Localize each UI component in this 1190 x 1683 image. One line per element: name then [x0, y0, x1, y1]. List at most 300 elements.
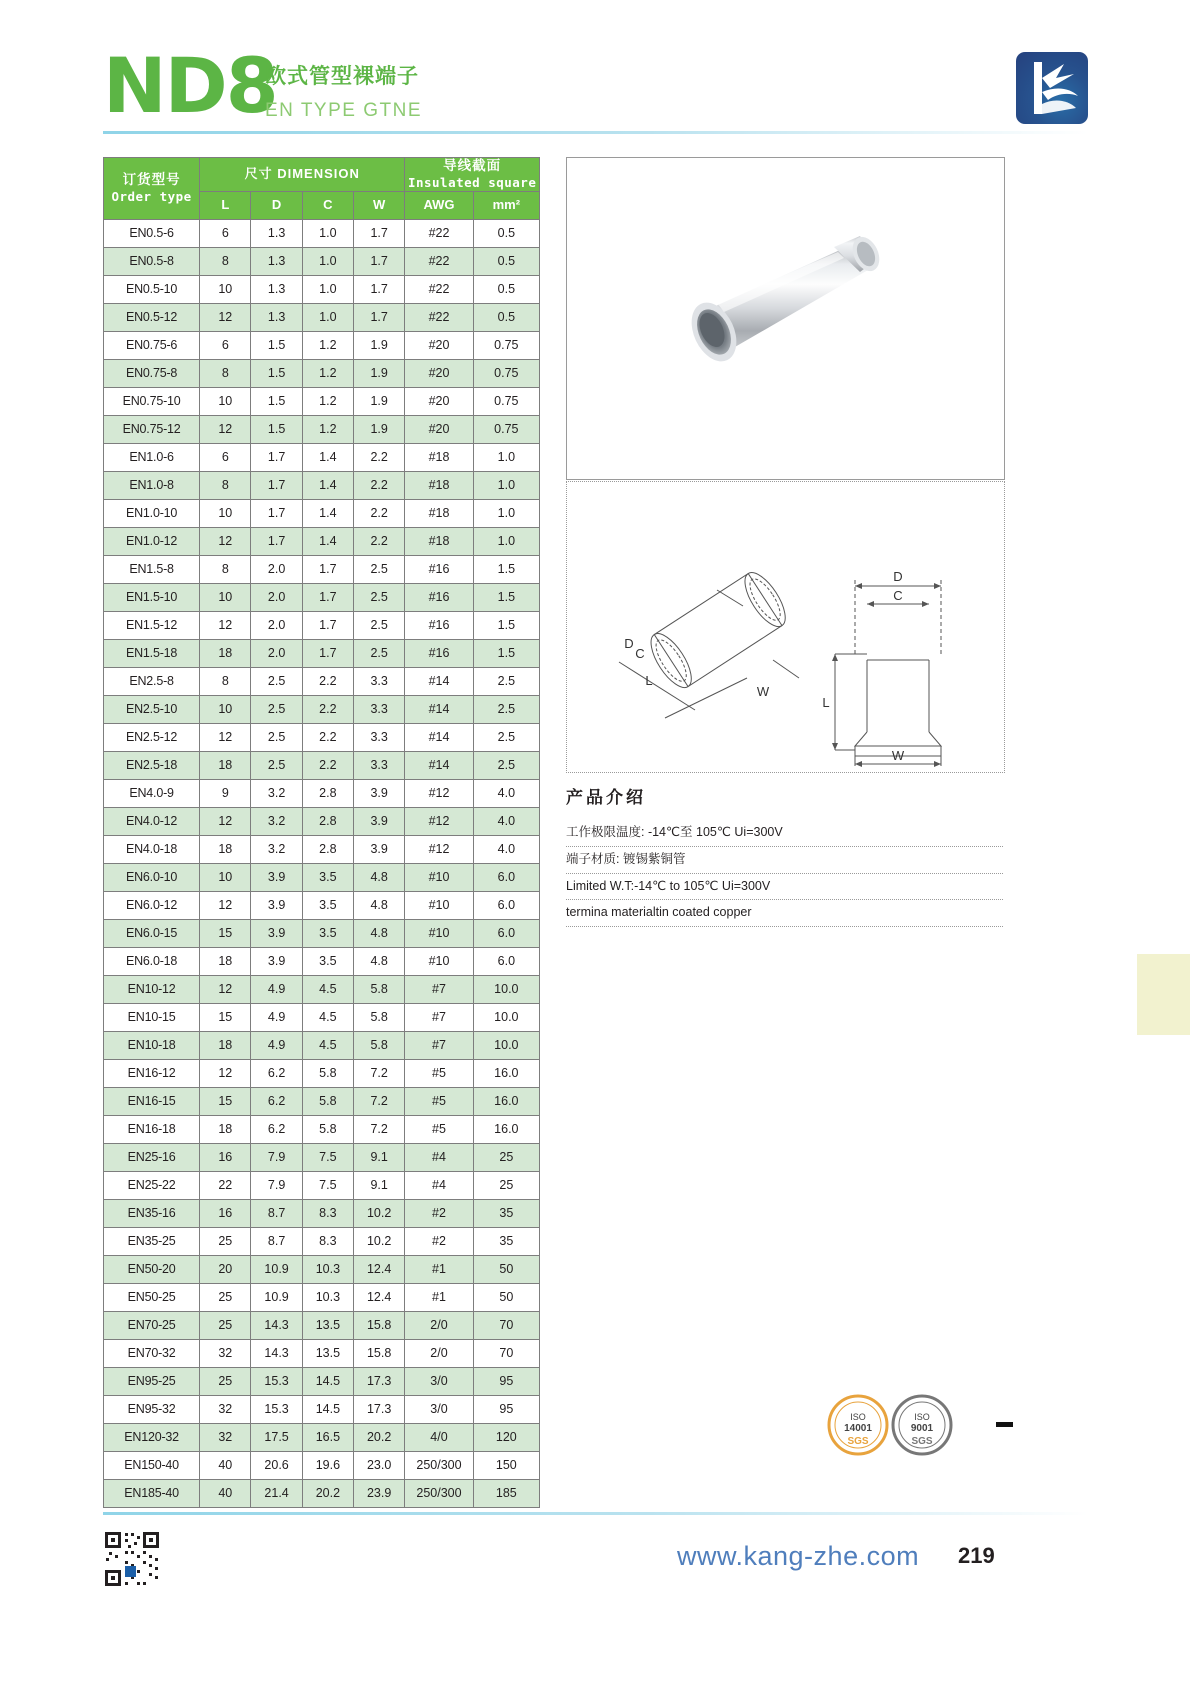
- cell-d: 2.5: [251, 695, 302, 723]
- cell-mm2: 2.5: [473, 695, 539, 723]
- cell-awg: #14: [405, 723, 473, 751]
- cell-w: 2.5: [354, 583, 405, 611]
- cell-l: 12: [200, 527, 251, 555]
- cell-c: 1.4: [302, 443, 353, 471]
- cell-d: 1.7: [251, 499, 302, 527]
- table-row: [104, 583, 540, 611]
- cell-w: 2.5: [354, 639, 405, 667]
- cell-w: 4.8: [354, 891, 405, 919]
- cell-c: 1.4: [302, 499, 353, 527]
- cell-w: 2.2: [354, 527, 405, 555]
- cell-order-type: EN70-32: [104, 1339, 200, 1367]
- intro-line: 工作极限温度: -14℃至 105℃ Ui=300V: [566, 820, 1003, 847]
- cell-c: 1.2: [302, 359, 353, 387]
- header-col-mm2: mm²: [473, 191, 539, 219]
- cell-l: 15: [200, 1087, 251, 1115]
- intro-line: termina materialtin coated copper: [566, 900, 1003, 927]
- cell-awg: #10: [405, 947, 473, 975]
- cell-d: 3.2: [251, 779, 302, 807]
- cell-order-type: EN1.0-6: [104, 443, 200, 471]
- sgs-iso-9001-icon: [891, 1394, 953, 1456]
- header-insulated-square: [405, 158, 540, 192]
- cell-w: 2.2: [354, 499, 405, 527]
- brand-title-cn: 欧式管型裸端子: [265, 65, 419, 88]
- cell-d: 14.3: [251, 1339, 302, 1367]
- table-row: [104, 1255, 540, 1283]
- table-row: [104, 555, 540, 583]
- cell-awg: #18: [405, 527, 473, 555]
- cell-l: 10: [200, 695, 251, 723]
- cell-w: 5.8: [354, 975, 405, 1003]
- cell-order-type: EN1.5-12: [104, 611, 200, 639]
- table-header: [104, 158, 540, 220]
- cell-mm2: 1.5: [473, 611, 539, 639]
- header-col-awg: AWG: [405, 191, 473, 219]
- cell-d: 2.5: [251, 667, 302, 695]
- cell-w: 4.8: [354, 863, 405, 891]
- cell-d: 4.9: [251, 1031, 302, 1059]
- cell-awg: 250/300: [405, 1479, 473, 1507]
- table-row: [104, 1227, 540, 1255]
- cell-order-type: EN16-18: [104, 1115, 200, 1143]
- cell-order-type: EN35-16: [104, 1199, 200, 1227]
- cell-awg: #20: [405, 331, 473, 359]
- cell-d: 1.5: [251, 359, 302, 387]
- cell-c: 1.0: [302, 275, 353, 303]
- table-row: [104, 807, 540, 835]
- cell-l: 18: [200, 835, 251, 863]
- cell-d: 1.5: [251, 415, 302, 443]
- cell-mm2: 1.0: [473, 499, 539, 527]
- table-row: [104, 919, 540, 947]
- cell-mm2: 50: [473, 1283, 539, 1311]
- table-row: [104, 1339, 540, 1367]
- cell-order-type: EN1.0-10: [104, 499, 200, 527]
- cell-w: 3.3: [354, 667, 405, 695]
- cell-awg: #22: [405, 303, 473, 331]
- cell-l: 25: [200, 1367, 251, 1395]
- header-order-type: [104, 158, 200, 220]
- product-intro-list: [566, 820, 1003, 927]
- cell-l: 8: [200, 555, 251, 583]
- cell-c: 8.3: [302, 1227, 353, 1255]
- cell-d: 3.2: [251, 807, 302, 835]
- cell-d: 6.2: [251, 1115, 302, 1143]
- cell-mm2: 185: [473, 1479, 539, 1507]
- cell-awg: 4/0: [405, 1423, 473, 1451]
- cell-order-type: EN2.5-12: [104, 723, 200, 751]
- cell-mm2: 25: [473, 1171, 539, 1199]
- cell-w: 10.2: [354, 1199, 405, 1227]
- cell-w: 17.3: [354, 1395, 405, 1423]
- cell-w: 10.2: [354, 1227, 405, 1255]
- cell-c: 14.5: [302, 1395, 353, 1423]
- cell-l: 12: [200, 891, 251, 919]
- cell-mm2: 6.0: [473, 919, 539, 947]
- cell-order-type: EN10-12: [104, 975, 200, 1003]
- cell-c: 1.4: [302, 471, 353, 499]
- cell-l: 25: [200, 1283, 251, 1311]
- cell-w: 1.9: [354, 331, 405, 359]
- cell-mm2: 0.5: [473, 247, 539, 275]
- cell-mm2: 0.75: [473, 387, 539, 415]
- cell-mm2: 25: [473, 1143, 539, 1171]
- cell-l: 9: [200, 779, 251, 807]
- table-row: [104, 863, 540, 891]
- cell-w: 2.2: [354, 471, 405, 499]
- specification-table: [103, 157, 540, 1508]
- cell-c: 5.8: [302, 1087, 353, 1115]
- table-row: [104, 695, 540, 723]
- cell-order-type: EN10-18: [104, 1031, 200, 1059]
- header-divider: [103, 131, 1088, 134]
- cell-mm2: 35: [473, 1227, 539, 1255]
- table-row: [104, 275, 540, 303]
- cell-w: 3.9: [354, 807, 405, 835]
- cell-w: 1.9: [354, 415, 405, 443]
- cell-mm2: 2.5: [473, 751, 539, 779]
- cell-l: 15: [200, 919, 251, 947]
- cell-mm2: 0.75: [473, 331, 539, 359]
- cell-c: 10.3: [302, 1255, 353, 1283]
- cell-w: 12.4: [354, 1283, 405, 1311]
- table-row: [104, 527, 540, 555]
- cell-l: 22: [200, 1171, 251, 1199]
- cell-awg: #5: [405, 1087, 473, 1115]
- cell-l: 10: [200, 583, 251, 611]
- cell-c: 1.0: [302, 303, 353, 331]
- cell-c: 1.7: [302, 555, 353, 583]
- cell-awg: #10: [405, 891, 473, 919]
- cell-d: 3.9: [251, 891, 302, 919]
- cell-order-type: EN95-25: [104, 1367, 200, 1395]
- cell-c: 1.0: [302, 247, 353, 275]
- svg-text:ISO: ISO: [914, 1412, 930, 1422]
- cell-d: 2.0: [251, 639, 302, 667]
- cell-d: 1.7: [251, 527, 302, 555]
- cell-order-type: EN16-12: [104, 1059, 200, 1087]
- cell-c: 2.2: [302, 667, 353, 695]
- cell-w: 1.7: [354, 247, 405, 275]
- cell-awg: #10: [405, 863, 473, 891]
- cell-mm2: 16.0: [473, 1115, 539, 1143]
- cell-mm2: 0.5: [473, 219, 539, 247]
- cell-order-type: EN0.75-10: [104, 387, 200, 415]
- cell-awg: #18: [405, 443, 473, 471]
- cell-l: 10: [200, 863, 251, 891]
- cell-c: 1.4: [302, 527, 353, 555]
- cell-l: 16: [200, 1143, 251, 1171]
- page-side-tab: [1137, 954, 1190, 1035]
- cell-d: 3.2: [251, 835, 302, 863]
- cell-order-type: EN0.75-6: [104, 331, 200, 359]
- cell-mm2: 0.5: [473, 303, 539, 331]
- table-row: [104, 667, 540, 695]
- cell-d: 7.9: [251, 1143, 302, 1171]
- cell-mm2: 1.0: [473, 527, 539, 555]
- cell-awg: #2: [405, 1227, 473, 1255]
- cell-l: 12: [200, 611, 251, 639]
- table-row: [104, 975, 540, 1003]
- header-col-d: D: [251, 191, 302, 219]
- cell-awg: #7: [405, 1003, 473, 1031]
- cell-l: 8: [200, 247, 251, 275]
- cell-l: 12: [200, 303, 251, 331]
- cell-w: 1.7: [354, 275, 405, 303]
- cell-awg: #16: [405, 555, 473, 583]
- product-intro-title: 产品介绍: [566, 788, 646, 807]
- cell-c: 13.5: [302, 1311, 353, 1339]
- cell-awg: 2/0: [405, 1339, 473, 1367]
- cell-w: 15.8: [354, 1339, 405, 1367]
- cell-order-type: EN1.5-10: [104, 583, 200, 611]
- table-body: [104, 219, 540, 1507]
- cell-w: 7.2: [354, 1087, 405, 1115]
- drawing-label-c-iso: C: [635, 646, 645, 661]
- cell-w: 23.0: [354, 1451, 405, 1479]
- cell-mm2: 70: [473, 1339, 539, 1367]
- cell-d: 10.9: [251, 1283, 302, 1311]
- cell-c: 13.5: [302, 1339, 353, 1367]
- cell-l: 6: [200, 443, 251, 471]
- cell-c: 2.2: [302, 723, 353, 751]
- cell-c: 7.5: [302, 1143, 353, 1171]
- cell-awg: #18: [405, 471, 473, 499]
- cell-order-type: EN0.5-10: [104, 275, 200, 303]
- cell-c: 10.3: [302, 1283, 353, 1311]
- cell-l: 18: [200, 1115, 251, 1143]
- cell-awg: #7: [405, 975, 473, 1003]
- website-url[interactable]: www.kang-zhe.com: [677, 1541, 920, 1571]
- cell-w: 7.2: [354, 1059, 405, 1087]
- cell-c: 4.5: [302, 975, 353, 1003]
- cell-order-type: EN16-15: [104, 1087, 200, 1115]
- cell-w: 1.7: [354, 219, 405, 247]
- table-row: [104, 1087, 540, 1115]
- cell-mm2: 35: [473, 1199, 539, 1227]
- brand-title-en: EN TYPE GTNE: [265, 100, 423, 121]
- cell-mm2: 120: [473, 1423, 539, 1451]
- cell-l: 10: [200, 387, 251, 415]
- cell-w: 17.3: [354, 1367, 405, 1395]
- cell-order-type: EN50-20: [104, 1255, 200, 1283]
- table-row: [104, 1479, 540, 1507]
- drawing-label-w-iso: W: [756, 684, 770, 699]
- cell-l: 8: [200, 359, 251, 387]
- cell-w: 7.2: [354, 1115, 405, 1143]
- header-dimension: 尺寸 DIMENSION: [200, 158, 405, 192]
- cell-c: 2.8: [302, 835, 353, 863]
- cell-l: 32: [200, 1339, 251, 1367]
- header-col-l: L: [200, 191, 251, 219]
- cell-mm2: 16.0: [473, 1059, 539, 1087]
- table-row: [104, 1199, 540, 1227]
- cell-l: 12: [200, 723, 251, 751]
- cell-order-type: EN6.0-15: [104, 919, 200, 947]
- cell-w: 1.9: [354, 387, 405, 415]
- cell-awg: #14: [405, 751, 473, 779]
- intro-line: Limited W.T:-14℃ to 105℃ Ui=300V: [566, 874, 1003, 901]
- cell-order-type: EN0.5-8: [104, 247, 200, 275]
- cell-c: 7.5: [302, 1171, 353, 1199]
- cell-order-type: EN185-40: [104, 1479, 200, 1507]
- cell-order-type: EN25-16: [104, 1143, 200, 1171]
- cell-d: 3.9: [251, 947, 302, 975]
- cell-c: 1.2: [302, 415, 353, 443]
- cell-d: 7.9: [251, 1171, 302, 1199]
- cell-awg: #12: [405, 835, 473, 863]
- drawing-label-l-front: L: [822, 695, 830, 710]
- cell-awg: 3/0: [405, 1367, 473, 1395]
- cell-mm2: 16.0: [473, 1087, 539, 1115]
- table-row: [104, 1003, 540, 1031]
- cell-w: 12.4: [354, 1255, 405, 1283]
- header-insulated-cn: 导线截面: [443, 158, 502, 173]
- cell-mm2: 10.0: [473, 1003, 539, 1031]
- cell-l: 25: [200, 1227, 251, 1255]
- intro-line: 端子材质: 镀锡紫铜管: [566, 847, 1003, 874]
- cell-d: 8.7: [251, 1199, 302, 1227]
- cell-d: 1.3: [251, 303, 302, 331]
- kangzhe-logo-icon: [1016, 52, 1088, 124]
- cell-order-type: EN6.0-12: [104, 891, 200, 919]
- cell-l: 15: [200, 1003, 251, 1031]
- cell-c: 16.5: [302, 1423, 353, 1451]
- table-row: [104, 1311, 540, 1339]
- table-header-row-1: [104, 158, 540, 192]
- cell-w: 9.1: [354, 1143, 405, 1171]
- table-row: [104, 471, 540, 499]
- sgs-iso-14001-icon: [827, 1394, 889, 1456]
- cell-c: 8.3: [302, 1199, 353, 1227]
- cell-c: 5.8: [302, 1115, 353, 1143]
- cell-mm2: 6.0: [473, 891, 539, 919]
- table-row: [104, 499, 540, 527]
- drawing-label-l-iso: L: [645, 673, 653, 688]
- cell-awg: #16: [405, 611, 473, 639]
- cell-awg: #5: [405, 1059, 473, 1087]
- table-row: [104, 1367, 540, 1395]
- svg-text:SGS: SGS: [911, 1436, 933, 1447]
- svg-text:ISO: ISO: [850, 1412, 866, 1422]
- cell-l: 18: [200, 947, 251, 975]
- table-row: [104, 1423, 540, 1451]
- cell-c: 5.8: [302, 1059, 353, 1087]
- cell-d: 10.9: [251, 1255, 302, 1283]
- drawing-label-c-front: C: [893, 588, 903, 603]
- cell-l: 10: [200, 275, 251, 303]
- cell-mm2: 95: [473, 1367, 539, 1395]
- cell-order-type: EN1.5-18: [104, 639, 200, 667]
- svg-text:9001: 9001: [910, 1423, 934, 1434]
- cell-d: 6.2: [251, 1087, 302, 1115]
- cell-order-type: EN70-25: [104, 1311, 200, 1339]
- cell-awg: #4: [405, 1143, 473, 1171]
- cell-d: 1.3: [251, 219, 302, 247]
- cell-l: 18: [200, 639, 251, 667]
- cell-awg: #14: [405, 667, 473, 695]
- cell-mm2: 4.0: [473, 779, 539, 807]
- cell-l: 32: [200, 1423, 251, 1451]
- cell-order-type: EN120-32: [104, 1423, 200, 1451]
- cell-c: 4.5: [302, 1031, 353, 1059]
- table-row: [104, 1143, 540, 1171]
- cell-c: 1.7: [302, 583, 353, 611]
- cell-mm2: 1.5: [473, 555, 539, 583]
- cell-order-type: EN2.5-18: [104, 751, 200, 779]
- cell-awg: 250/300: [405, 1451, 473, 1479]
- cell-order-type: EN4.0-9: [104, 779, 200, 807]
- cell-mm2: 0.75: [473, 359, 539, 387]
- cell-c: 1.2: [302, 331, 353, 359]
- cell-mm2: 2.5: [473, 723, 539, 751]
- table-row: [104, 835, 540, 863]
- cell-l: 18: [200, 751, 251, 779]
- cell-mm2: 150: [473, 1451, 539, 1479]
- technical-drawing-panel: [566, 481, 1005, 773]
- cell-order-type: EN0.75-8: [104, 359, 200, 387]
- table-row: [104, 1451, 540, 1479]
- cell-mm2: 95: [473, 1395, 539, 1423]
- cell-order-type: EN1.5-8: [104, 555, 200, 583]
- table-row: [104, 1031, 540, 1059]
- cell-d: 2.0: [251, 583, 302, 611]
- cell-w: 23.9: [354, 1479, 405, 1507]
- cell-d: 2.5: [251, 751, 302, 779]
- cell-l: 10: [200, 499, 251, 527]
- cell-mm2: 10.0: [473, 1031, 539, 1059]
- cell-awg: #14: [405, 695, 473, 723]
- table-row: [104, 751, 540, 779]
- cell-w: 20.2: [354, 1423, 405, 1451]
- cell-c: 14.5: [302, 1367, 353, 1395]
- cell-c: 1.2: [302, 387, 353, 415]
- cell-order-type: EN0.75-12: [104, 415, 200, 443]
- cell-mm2: 10.0: [473, 975, 539, 1003]
- table-row: [104, 1059, 540, 1087]
- cell-mm2: 1.5: [473, 639, 539, 667]
- cell-mm2: 4.0: [473, 807, 539, 835]
- cell-c: 1.7: [302, 639, 353, 667]
- cell-d: 1.7: [251, 471, 302, 499]
- cell-order-type: EN6.0-18: [104, 947, 200, 975]
- table-row: [104, 303, 540, 331]
- table-row: [104, 779, 540, 807]
- cell-c: 2.8: [302, 807, 353, 835]
- cell-c: 1.7: [302, 611, 353, 639]
- cell-l: 20: [200, 1255, 251, 1283]
- drawing-label-w-front: W: [891, 748, 905, 763]
- table-row: [104, 611, 540, 639]
- cell-l: 25: [200, 1311, 251, 1339]
- cell-mm2: 1.5: [473, 583, 539, 611]
- cell-awg: #22: [405, 275, 473, 303]
- cell-l: 12: [200, 1059, 251, 1087]
- svg-text:SGS: SGS: [847, 1436, 869, 1447]
- cell-c: 1.0: [302, 219, 353, 247]
- table-row: [104, 1115, 540, 1143]
- cell-l: 40: [200, 1479, 251, 1507]
- table-row: [104, 387, 540, 415]
- cell-w: 3.9: [354, 779, 405, 807]
- cell-awg: #4: [405, 1171, 473, 1199]
- table-row: [104, 219, 540, 247]
- cell-l: 12: [200, 975, 251, 1003]
- cell-awg: #10: [405, 919, 473, 947]
- cell-order-type: EN0.5-12: [104, 303, 200, 331]
- cell-order-type: EN95-32: [104, 1395, 200, 1423]
- cell-order-type: EN150-40: [104, 1451, 200, 1479]
